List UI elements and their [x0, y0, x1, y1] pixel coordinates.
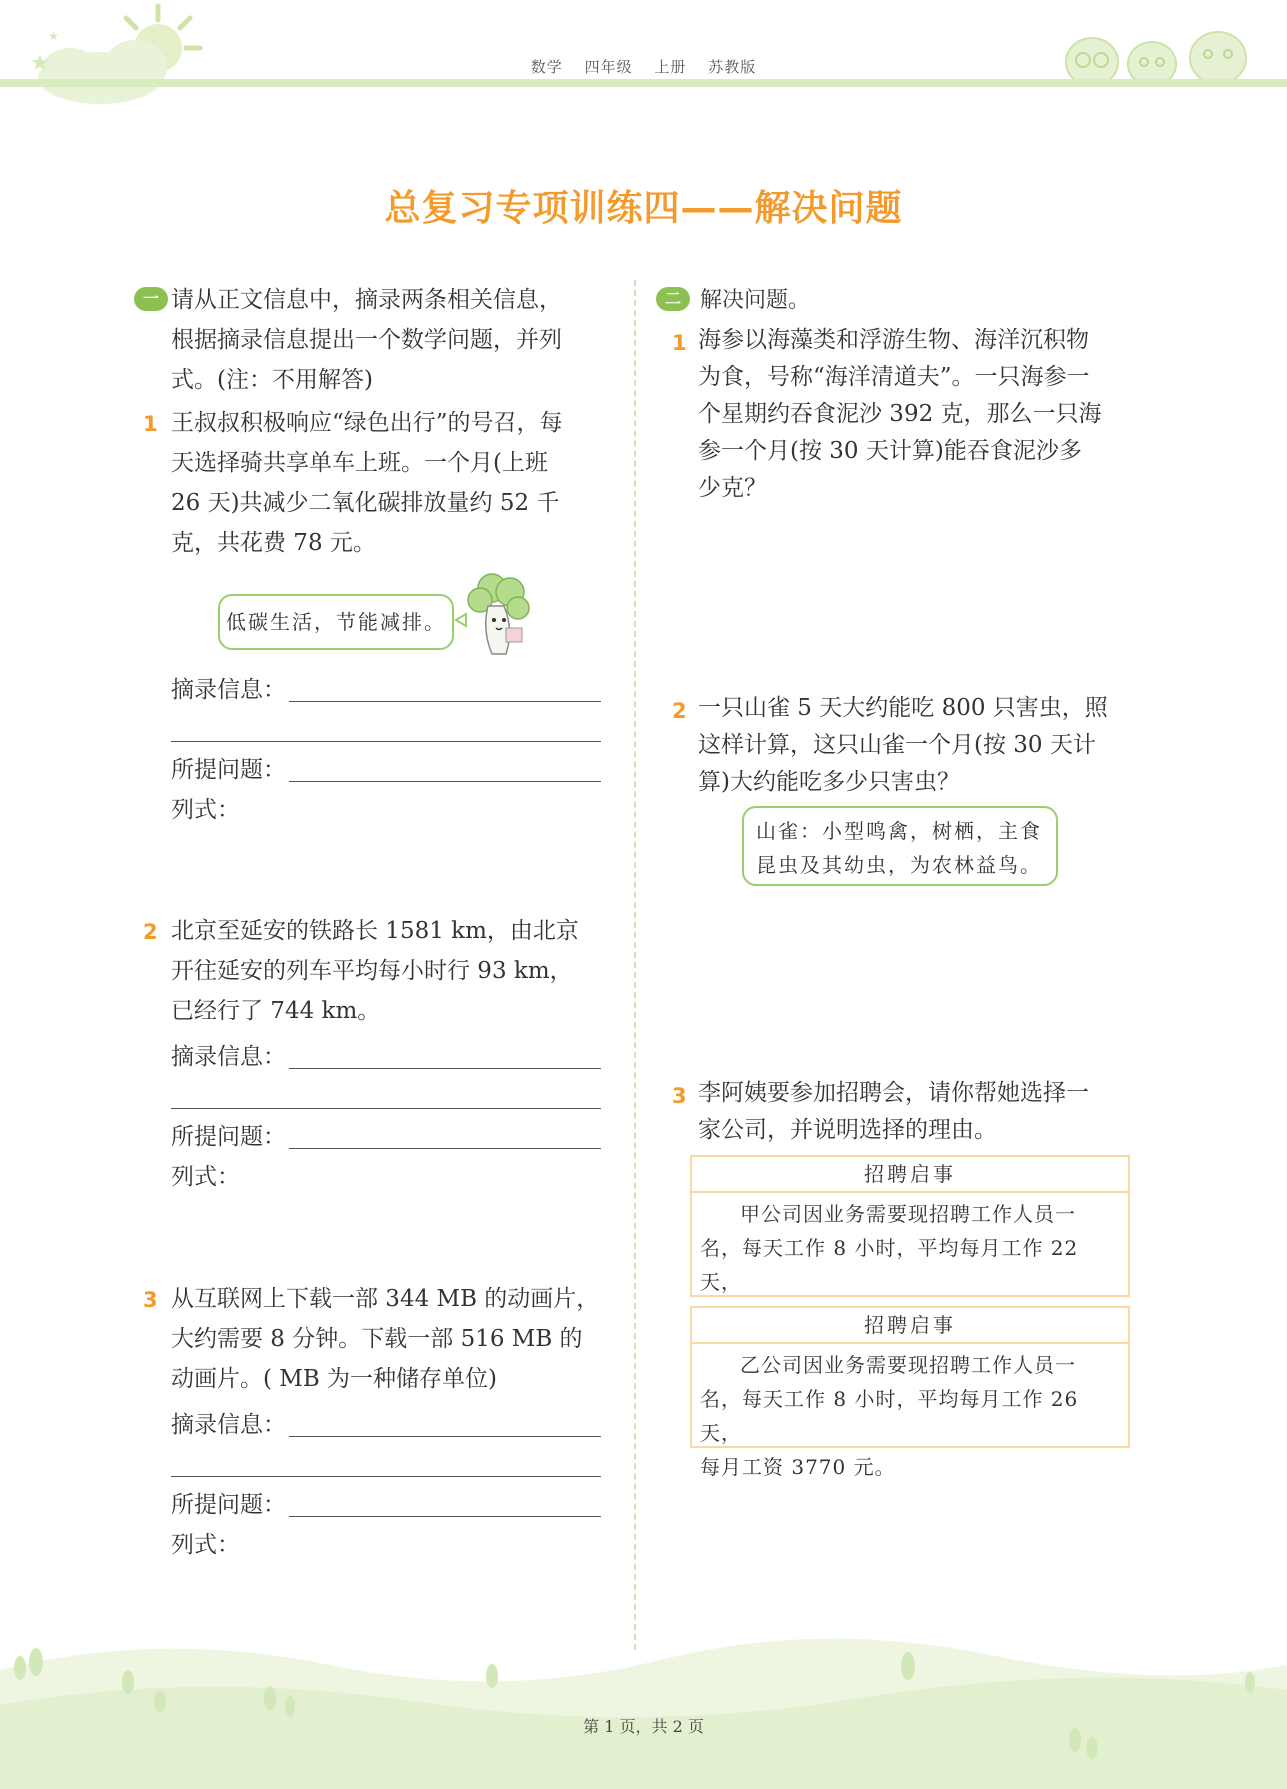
- notice-line: 甲公司因业务需要现招聘工作人员一: [740, 1202, 1076, 1226]
- q-line: 为食，号称“海洋清道夫”。一只海参一: [698, 364, 1090, 390]
- q-line: 北京至延安的铁路长 1581 km，由北京: [171, 918, 579, 944]
- q-line: 开往延安的列车平均每小时行 93 km，: [171, 958, 573, 984]
- s1-q1-formula-label: 列式：: [171, 797, 240, 823]
- s1-q3-text: [171, 1279, 631, 1399]
- s1-q3-formula-label: 列式：: [171, 1532, 240, 1558]
- s1-q1-text: [171, 403, 626, 563]
- q-line: 大约需要 8 分钟。下载一部 516 MB 的: [171, 1326, 583, 1352]
- s2-q1-text: [698, 322, 1148, 507]
- s2-q3-text: [698, 1075, 1148, 1149]
- q-line: 海参以海藻类和浮游生物、海洋沉积物: [698, 327, 1089, 353]
- q-line: 少克？: [698, 475, 767, 501]
- q-line: 克，共花费 78 元。: [171, 530, 376, 556]
- s1-q1-question-label: 所提问题：: [171, 757, 286, 783]
- q-line: 王叔叔积极响应“绿色出行”的号召，每: [171, 410, 563, 436]
- q-line: 已经行了 744 km。: [171, 998, 381, 1024]
- page-title: 总复习专项训练四——解决问题: [384, 188, 903, 229]
- job-notice-a: [690, 1155, 1130, 1297]
- s1-q2-number: 2: [143, 920, 158, 944]
- s2-q1-number: 1: [672, 331, 687, 355]
- q-line: 26 天)共减少二氧化碳排放量约 52 千: [171, 490, 560, 516]
- s2-q2-number: 2: [672, 699, 687, 723]
- s1-q3-question-label: 所提问题：: [171, 1492, 286, 1518]
- q-line: 动画片。( MB 为一种储存单位): [171, 1366, 498, 1392]
- s1-q2-question-label: 所提问题：: [171, 1124, 286, 1150]
- section2-heading: 解决问题。: [700, 288, 811, 313]
- header-term: 上册: [654, 58, 687, 76]
- s2-q3-number: 3: [672, 1084, 687, 1108]
- job-notice-title: 招聘启事: [692, 1157, 1128, 1193]
- q-line: 一只山雀 5 天大约能吃 800 只害虫，照: [698, 695, 1108, 721]
- q-line: 算)大约能吃多少只害虫？: [698, 769, 960, 795]
- header-bar: [0, 79, 1287, 87]
- header-edition: 苏教版: [708, 58, 757, 76]
- instruction-line: 式。(注：不用解答): [171, 367, 373, 393]
- s1-q2-text: [171, 911, 626, 1031]
- section2-badge: 二: [656, 287, 690, 311]
- job-notice-body: [692, 1344, 1128, 1484]
- s1-q1-number: 1: [143, 412, 158, 436]
- svg-text:★: ★: [30, 51, 50, 76]
- s1-q2-extract-line2[interactable]: [171, 1108, 601, 1109]
- instruction-line: 根据摘录信息提出一个数学问题，并列: [171, 327, 562, 353]
- s1-q3-extract-line[interactable]: [289, 1436, 601, 1437]
- s1-q2-extract-line[interactable]: [289, 1068, 601, 1069]
- q-line: 参一个月(按 30 天计算)能吞食泥沙多: [698, 438, 1082, 464]
- q-line: 这样计算，这只山雀一个月(按 30 天计: [698, 732, 1096, 758]
- s1-q1-extract-line2[interactable]: [171, 741, 601, 742]
- s1-q3-number: 3: [143, 1288, 158, 1312]
- vegetable-mascot-icon: [452, 570, 538, 662]
- q-line: 天选择骑共享单车上班。一个月(上班: [171, 450, 548, 476]
- bubble-line: 昆虫及其幼虫，为农林益鸟。: [756, 853, 1042, 877]
- section1-badge: 一: [134, 287, 168, 311]
- q-line: 李阿姨要参加招聘会，请你帮她选择一: [698, 1080, 1089, 1106]
- s1-q1-question-line[interactable]: [289, 781, 601, 782]
- q-line: 从互联网上下载一部 344 MB 的动画片，: [171, 1286, 600, 1312]
- footer-hills-decoration: [0, 1610, 1287, 1789]
- s1-q2-question-line[interactable]: [289, 1148, 601, 1149]
- s1-q3-extract-label: 摘录信息：: [171, 1412, 286, 1438]
- header-info: [0, 56, 1287, 77]
- notice-line: 乙公司因业务需要现招聘工作人员一: [740, 1353, 1076, 1377]
- job-notice-title: 招聘启事: [692, 1308, 1128, 1344]
- s1-q3-question-line[interactable]: [289, 1516, 601, 1517]
- s2-q2-info-bubble: [742, 806, 1058, 886]
- notice-line: 每月工资 3770 元。: [700, 1455, 896, 1479]
- section1-instruction: [171, 280, 621, 400]
- s1-q2-extract-label: 摘录信息：: [171, 1044, 286, 1070]
- instruction-line: 请从正文信息中，摘录两条相关信息，: [171, 287, 562, 313]
- s2-q2-text: [698, 690, 1148, 801]
- q-line: 家公司，并说明选择的理由。: [698, 1117, 997, 1143]
- s1-q1-speech-bubble: 低碳生活，节能减排。: [218, 594, 454, 650]
- page-number: 第 1 页，共 2 页: [583, 1717, 704, 1736]
- s1-q3-extract-line2[interactable]: [171, 1476, 601, 1477]
- s1-q1-extract-line[interactable]: [289, 701, 601, 702]
- job-notice-b: [690, 1306, 1130, 1479]
- notice-line: 名，每天工作 8 小时，平均每月工作 22 天，: [700, 1236, 1079, 1294]
- header-subject: 数学: [530, 58, 563, 76]
- notice-line: 名，每天工作 8 小时，平均每月工作 26 天，: [700, 1387, 1079, 1445]
- header-grade: 四年级: [584, 58, 633, 76]
- s1-q2-formula-label: 列式：: [171, 1164, 240, 1190]
- s1-q1-extract-label: 摘录信息：: [171, 677, 286, 703]
- column-divider: [634, 280, 636, 1650]
- bubble-line: 山雀：小型鸣禽，树栖，主食: [756, 819, 1042, 843]
- q-line: 个星期约吞食泥沙 392 克，那么一只海: [698, 401, 1102, 427]
- svg-text:★: ★: [48, 29, 59, 43]
